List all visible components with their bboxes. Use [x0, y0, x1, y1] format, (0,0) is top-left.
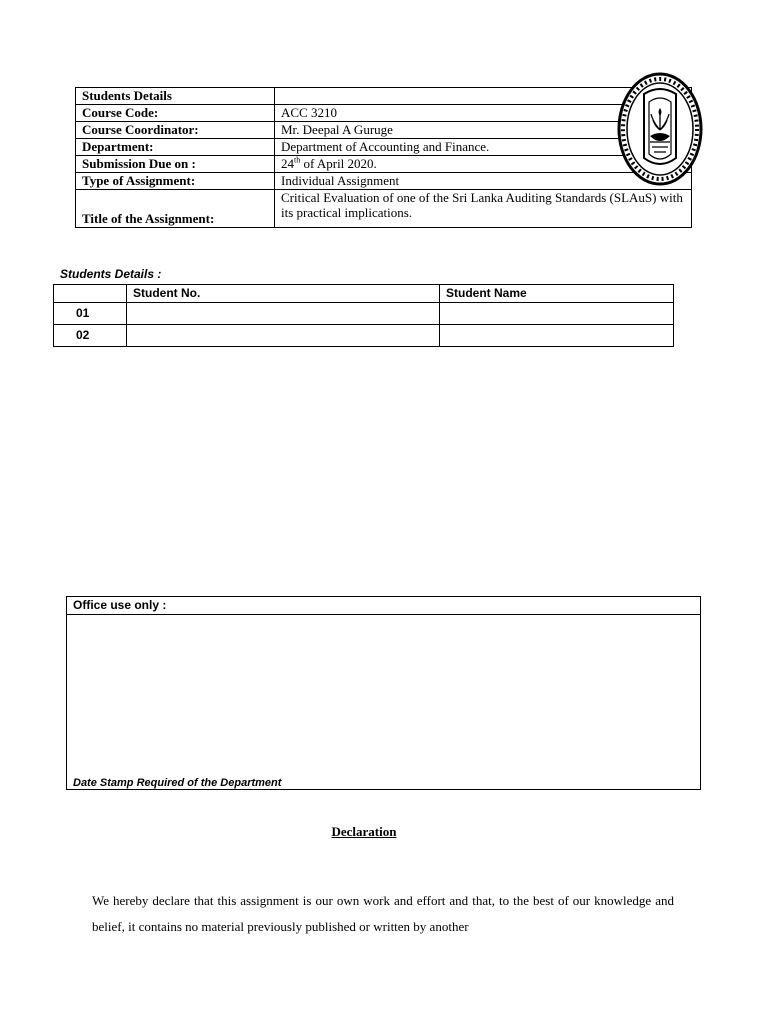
row-index: 01	[54, 303, 127, 325]
due-day-suffix: th	[294, 155, 301, 165]
details-label: Students Details	[76, 88, 275, 105]
column-header-student-no: Student No.	[127, 285, 440, 303]
details-label: Department:	[76, 139, 275, 156]
details-row	[76, 139, 692, 156]
course-coordinator-value: Mr. Deepal A Guruge	[275, 122, 692, 139]
assignment-title-value: Critical Evaluation of one of the Sri Lanka Auditing Standards (SLAuS) with its practical implications.	[275, 190, 692, 228]
details-row	[76, 88, 692, 105]
column-header-student-name: Student Name	[440, 285, 674, 303]
student-name-cell[interactable]	[440, 303, 674, 325]
department-value: Department of Accounting and Finance.	[275, 139, 692, 156]
details-row	[76, 156, 692, 173]
student-number-cell[interactable]	[127, 325, 440, 347]
row-index: 02	[54, 325, 127, 347]
students-header-row	[54, 285, 674, 303]
due-day: 24	[281, 156, 294, 171]
declaration-body: We hereby declare that this assignment is our own work and effort and that, to the best of our knowledge and belief, it contains no material previously published or written by another	[92, 893, 674, 934]
students-table	[53, 284, 674, 347]
students-caption: Students Details :	[60, 267, 162, 281]
details-label: Type of Assignment:	[76, 173, 275, 190]
column-header	[54, 285, 127, 303]
office-use-header: Office use only :	[67, 597, 700, 615]
office-use-box	[66, 596, 701, 790]
details-row	[76, 105, 692, 122]
university-crest-icon	[617, 72, 703, 186]
declaration-title: Declaration	[331, 824, 397, 839]
date-stamp-caption: Date Stamp Required of the Department	[73, 777, 282, 789]
details-label: Course Code:	[76, 105, 275, 122]
details-label: Submission Due on :	[76, 156, 275, 173]
course-code-value: ACC 3210	[275, 105, 692, 122]
assignment-details-table	[75, 87, 692, 228]
assignment-type-value: Individual Assignment	[275, 173, 692, 190]
details-row	[76, 173, 692, 190]
student-number-cell[interactable]	[127, 303, 440, 325]
due-month-year: of April 2020.	[300, 156, 377, 171]
details-row	[76, 122, 692, 139]
details-row	[76, 190, 692, 228]
details-label: Title of the Assignment:	[76, 190, 275, 228]
student-name-cell[interactable]	[440, 325, 674, 347]
table-row	[54, 303, 674, 325]
details-label: Course Coordinator:	[76, 122, 275, 139]
table-row	[54, 325, 674, 347]
